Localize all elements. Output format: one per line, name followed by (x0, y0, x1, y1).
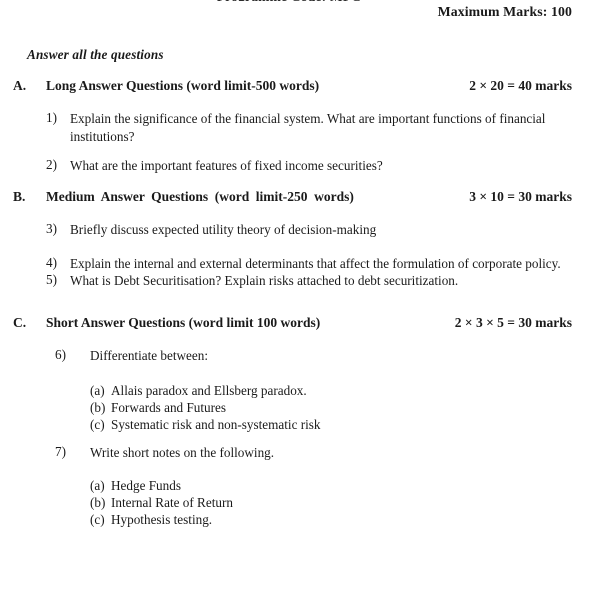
section-marks-c: 2 × 3 × 5 = 30 marks (454, 315, 572, 330)
question-number-4: 4) (46, 255, 57, 270)
section-marks-a: 2 × 20 = 40 marks (469, 78, 572, 93)
question-number-6: 6) (55, 347, 66, 362)
subitem-label-q6-a: (a) (90, 383, 105, 398)
section-heading-c (0, 315, 600, 333)
subitem-q7-b (90, 495, 233, 511)
question-text-6: Differentiate between: (90, 348, 209, 363)
clipped-top-heading-container (0, 0, 600, 1)
question-number-5: 5) (46, 272, 57, 287)
subitem-text-q7-b: Internal Rate of Return (111, 495, 233, 510)
question-number-2: 2) (46, 157, 57, 172)
question-text-4: Explain the internal and external determinants that affect the formulation of corporate policy. (70, 256, 561, 271)
question-text-5: What is Debt Securitisation? Explain risks attached to debt securitization. (70, 273, 459, 288)
subitem-text-q7-c: Hypothesis testing. (111, 512, 213, 527)
section-letter-c: C. (13, 315, 27, 330)
section-marks-b: 3 × 10 = 30 marks (469, 189, 572, 204)
section-letter-a: A. (13, 78, 27, 93)
section-title-c: Short Answer Questions (word limit 100 words) (46, 315, 321, 330)
instruction-text: Answer all the questions (27, 47, 164, 62)
subitem-label-q7-a: (a) (90, 478, 105, 493)
subitem-q6-c (90, 417, 321, 433)
subitem-text-q6-b: Forwards and Futures (111, 400, 227, 415)
maximum-marks-line: Maximum Marks: 100 (437, 4, 572, 19)
subitem-q7-a (90, 478, 181, 494)
question-text-3: Briefly discuss expected utility theory of decision-making (70, 222, 377, 237)
subitem-label-q6-c: (c) (90, 417, 105, 432)
subitem-label-q6-b: (b) (90, 400, 106, 415)
section-letter-b: B. (13, 189, 26, 204)
section-title-a: Long Answer Questions (word limit-500 words) (46, 78, 320, 93)
question-number-7: 7) (55, 444, 66, 459)
subitem-text-q6-a: Allais paradox and Ellsberg paradox. (111, 383, 307, 398)
question-number-3: 3) (46, 221, 57, 236)
question-text-1: Explain the significance of the financial system. What are important functions of financial institutions? (70, 111, 546, 144)
question-text-2: What are the important features of fixed income securities? (70, 158, 383, 173)
subitem-label-q7-b: (b) (90, 495, 106, 510)
question-number-1: 1) (46, 110, 57, 125)
clipped-top-heading (0, 0, 600, 1)
section-heading-b (0, 189, 600, 207)
subitem-label-q7-c: (c) (90, 512, 105, 527)
subitem-q7-c (90, 512, 212, 528)
section-heading-a (0, 78, 600, 96)
subitem-q6-a (90, 383, 307, 399)
subitem-text-q6-c: Systematic risk and non-systematic risk (111, 417, 321, 432)
question-text-7: Write short notes on the following. (90, 445, 275, 460)
subitem-text-q7-a: Hedge Funds (111, 478, 181, 493)
subitem-q6-b (90, 400, 226, 416)
section-title-b: Medium Answer Questions (word limit-250 words) (46, 189, 354, 204)
